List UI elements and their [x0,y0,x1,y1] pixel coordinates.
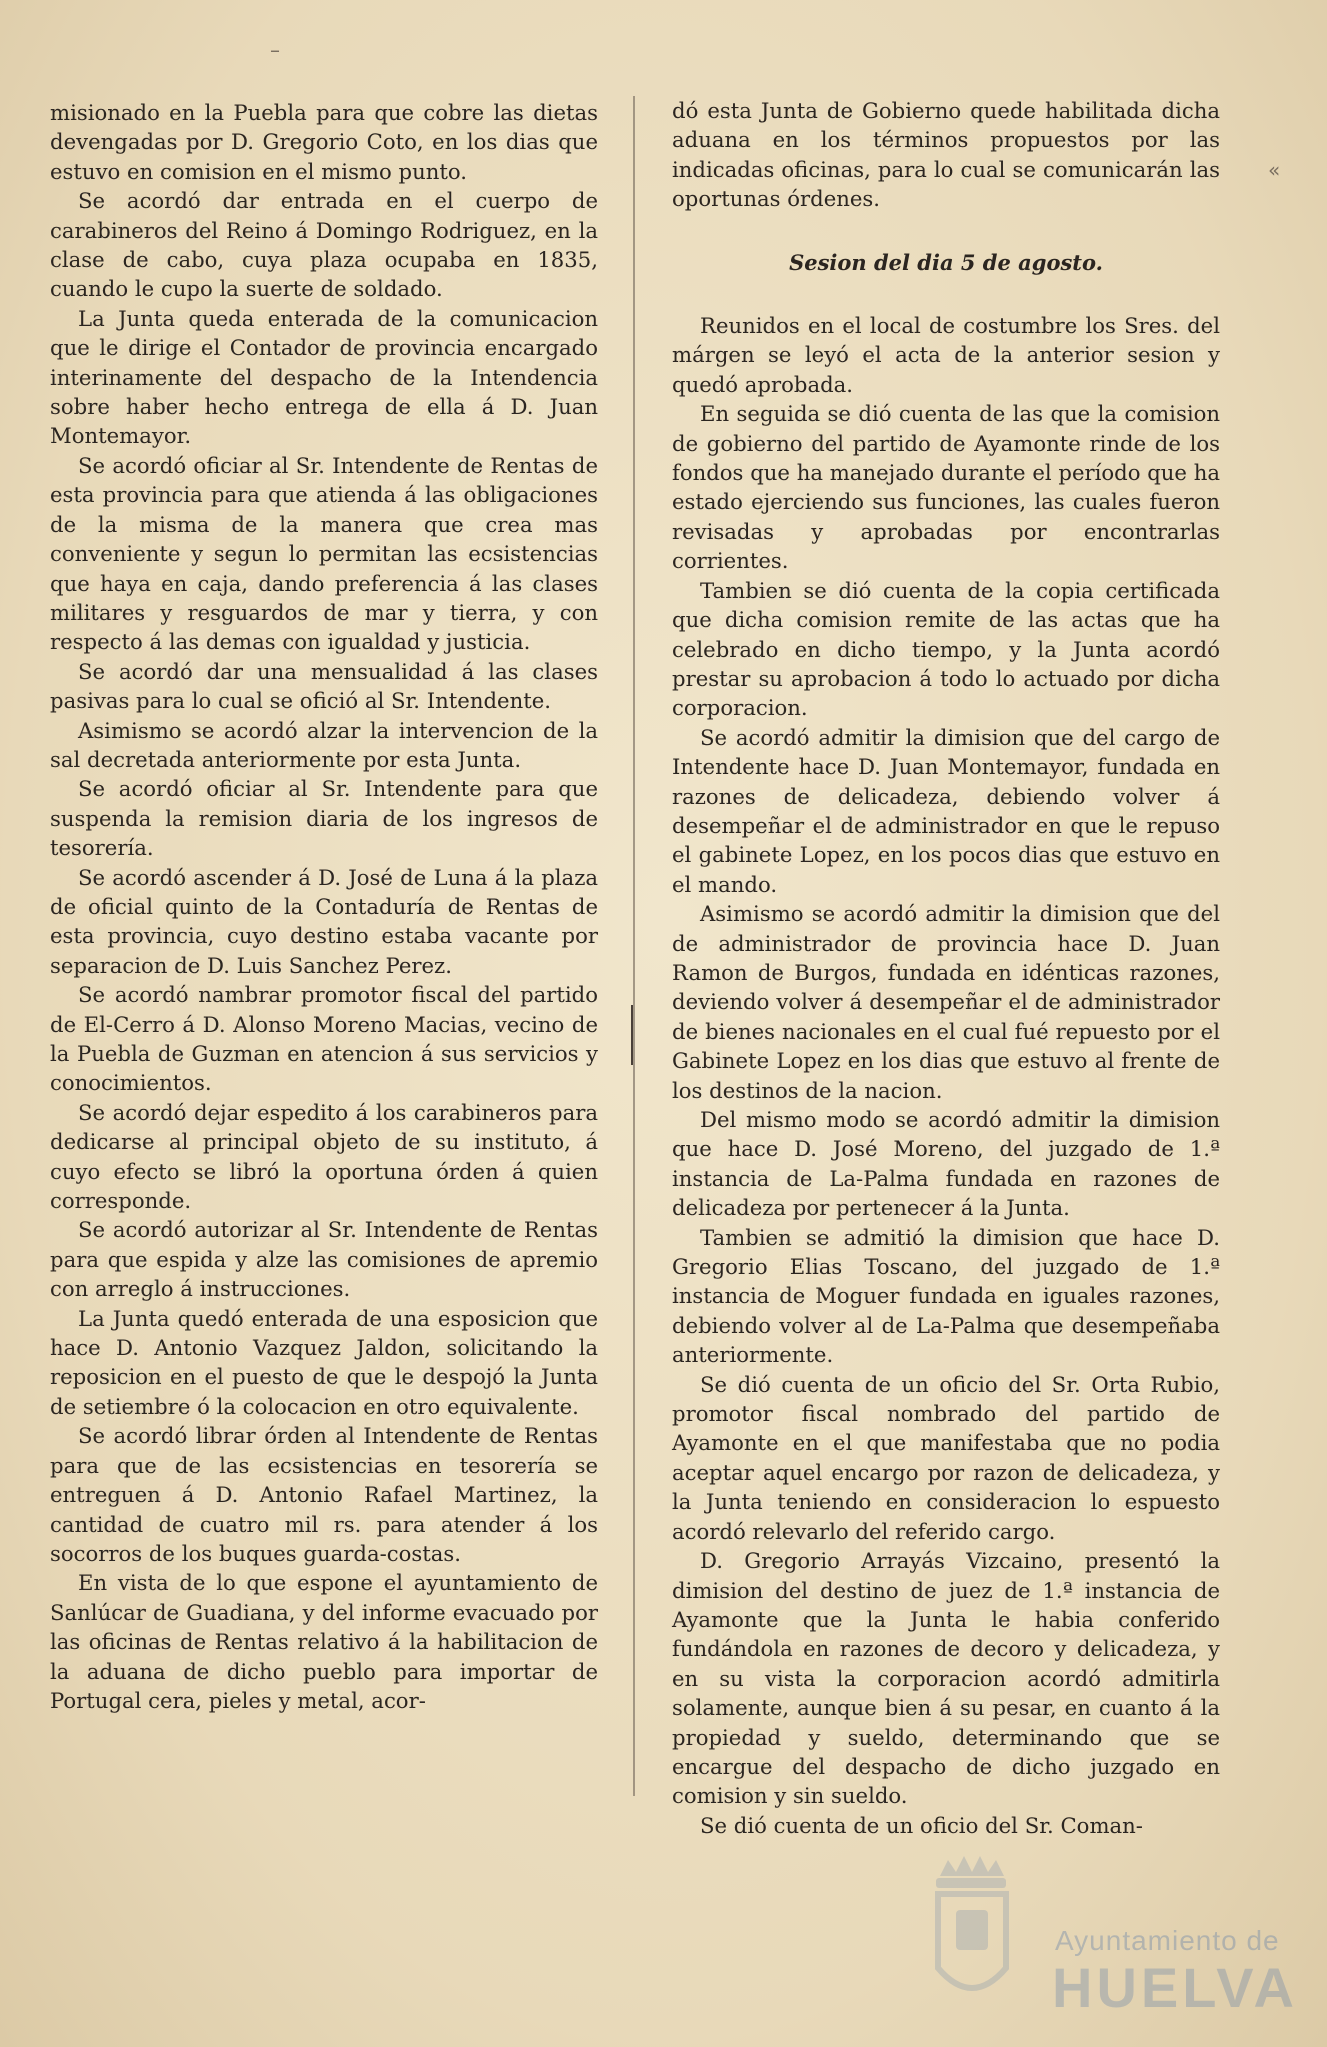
paragraph: Se acordó dar entrada en el cuerpo de carabineros del Reino á Domingo Rodriguez, en la clase de cabo, cuya plaza ocupaba en 1835, cuando le cupo la suerte de soldado. [50,188,598,302]
right-column [672,96,1220,1840]
paragraph: Se acordó nambrar promotor fiscal del partido de El-Cerro á D. Alonso Moreno Macias, vecino de la Puebla de Guzman en atencion á sus servicios y conocimientos. [50,982,598,1096]
paragraph: Se acordó admitir la dimision que del cargo de Intendente hace D. Juan Montemayor, fundada en razones de delicadeza, debiendo volver á desempeñar el de administrador en que le repuso el gabinete Lopez, en los pocos dias que estuvo en el mando. [672,724,1220,897]
paragraph: En seguida se dió cuenta de las que la comision de gobierno del partido de Ayamonte rinde de los fondos que ha manejado durante el período que ha estado ejerciendo sus funciones, las cuales fueron revisadas y aprobadas por encontrarlas corrientes. [672,401,1220,574]
paragraph: Se acordó ascender á D. José de Luna á la plaza de oficial quinto de la Contaduría de Rentas de esta provincia, cuyo destino estaba vacante por separacion de D. Luis Sanchez Perez. [50,864,598,978]
session-title: Sesion del dia 5 de agosto. [789,249,1103,275]
paragraph: Se acordó oficiar al Sr. Intendente para que suspenda la remision diaria de los ingresos de tesorería. [50,776,598,861]
paragraph: dó esta Junta de Gobierno quede habilitada dicha aduana en los términos propuestos por las indicadas oficinas, para lo cual se comunicarán las oportunas órdenes. [672,98,1220,212]
margin-mark: « [1268,158,1281,182]
paragraph: Del mismo modo se acordó admitir la dimision que hace D. José Moreno, del juzgado de 1.ª instancia de La-Palma fundada en razones de delicadeza por pertenecer á la Junta. [672,1107,1220,1221]
watermark-line1: Ayuntamiento de [1055,1925,1280,1956]
paragraph: Tambien se admitió la dimision que hace D. Gregorio Elias Toscano, del juzgado de 1.ª instancia de Moguer fundada en iguales razones, debiendo volver al de La-Palma que desempeñaba anteriormente. [672,1224,1220,1368]
paragraph: La Junta queda enterada de la comunicacion que le dirige el Contador de provincia encargado interinamente del despacho de la Intendencia sobre haber hecho entrega de ella á D. Juan Montemayor. [50,305,598,449]
column-divider-mark [631,1005,633,1065]
watermark-line2: HUELVA [1052,1956,1298,2019]
paragraph: La Junta quedó enterada de una esposicion que hace D. Antonio Vazquez Jaldon, solicitando la reposicion en el puesto de que le despojó la Junta de setiembre ó la colocacion en otro equivalente. [50,1305,598,1419]
left-column [50,98,598,1715]
page-mark: – [270,38,280,62]
column-divider [633,96,635,1796]
paragraph: misionado en la Puebla para que cobre las dietas devengadas por D. Gregorio Coto, en los dias que estuvo en comision en el mismo punto. [50,100,598,184]
paragraph: Asimismo se acordó alzar la intervencion de la sal decretada anteriormente por esta Junta. [50,717,598,772]
paragraph: Se acordó dar una mensualidad á las clases pasivas para lo cual se ofició al Sr. Intendente. [50,658,598,714]
paragraph: Se acordó librar órden al Intendente de Rentas para que de las ecsistencias en tesorería se entreguen á D. Antonio Rafael Martinez, la cantidad de cuatro mil rs. para atender á los socorros de los buques guarda-costas. [50,1423,598,1566]
paragraph: Asimismo se acordó admitir la dimision que del de administrador de provincia hace D. Juan Ramon de Burgos, fundada en idénticas razones, deviendo volver á desempeñar el de administrador de bienes nacionales en el cual fué repuesto por el Gabinete Lopez en los dias que estuvo al frente de los destinos de la nacion. [672,901,1220,1103]
paragraph: Se dió cuenta de un oficio del Sr. Orta Rubio, promotor fiscal nombrado del partido de Ayamonte en el que manifestaba que no podia aceptar aquel encargo por razon de delicadeza, y la Junta teniendo en consideracion lo espuesto acordó relevarlo del referido cargo. [672,1371,1220,1544]
paragraph: Se acordó oficiar al Sr. Intendente de Rentas de esta provincia para que atienda á las obligaciones de la misma de la manera que crea mas conveniente y segun lo permitan las ecsistencias que haya en caja, dando preferencia á las clases militares y resguardos de mar y tierra, y con respecto á las demas con igualdad y justicia. [50,452,598,655]
paragraph: Se dió cuenta de un oficio del Sr. Coman- [700,1812,1143,1838]
paragraph: Se acordó dejar espedito á los carabineros para dedicarse al principal objeto de su instituto, á cuyo efecto se libró la oportuna órden á quien corresponde. [50,1099,598,1214]
paragraph: D. Gregorio Arrayás Vizcaino, presentó la dimision del destino de juez de 1.ª instancia de Ayamonte que la Junta le habia conferido fundándola en razones de decoro y delicadeza, y en su vista la corporacion acordó admitirla solamente, aunque bien á su pesar, en cuanto á la propiedad y sueldo, determinando que se encargue del despacho de dicho juzgado en comision y sin sueldo. [672,1548,1220,1809]
paragraph: Reunidos en el local de costumbre los Sres. del márgen se leyó el acta de la anterior sesion y quedó aprobada. [672,313,1220,397]
paragraph: Se acordó autorizar al Sr. Intendente de Rentas para que espida y alze las comisiones de apremio con arreglo á instrucciones. [50,1217,598,1302]
paragraph: En vista de lo que espone el ayuntamiento de Sanlúcar de Guadiana, y del informe evacuado por las oficinas de Rentas relativo á la habilitacion de la aduana de dicho pueblo para importar de Portugal cera, pieles y metal, acor- [50,1570,598,1713]
paragraph: Tambien se dió cuenta de la copia certificada que dicha comision remite de las actas que ha celebrado en dicho tiempo, y la Junta acordó prestar su aprobacion á todo lo actuado por dicha corporacion. [672,577,1220,721]
